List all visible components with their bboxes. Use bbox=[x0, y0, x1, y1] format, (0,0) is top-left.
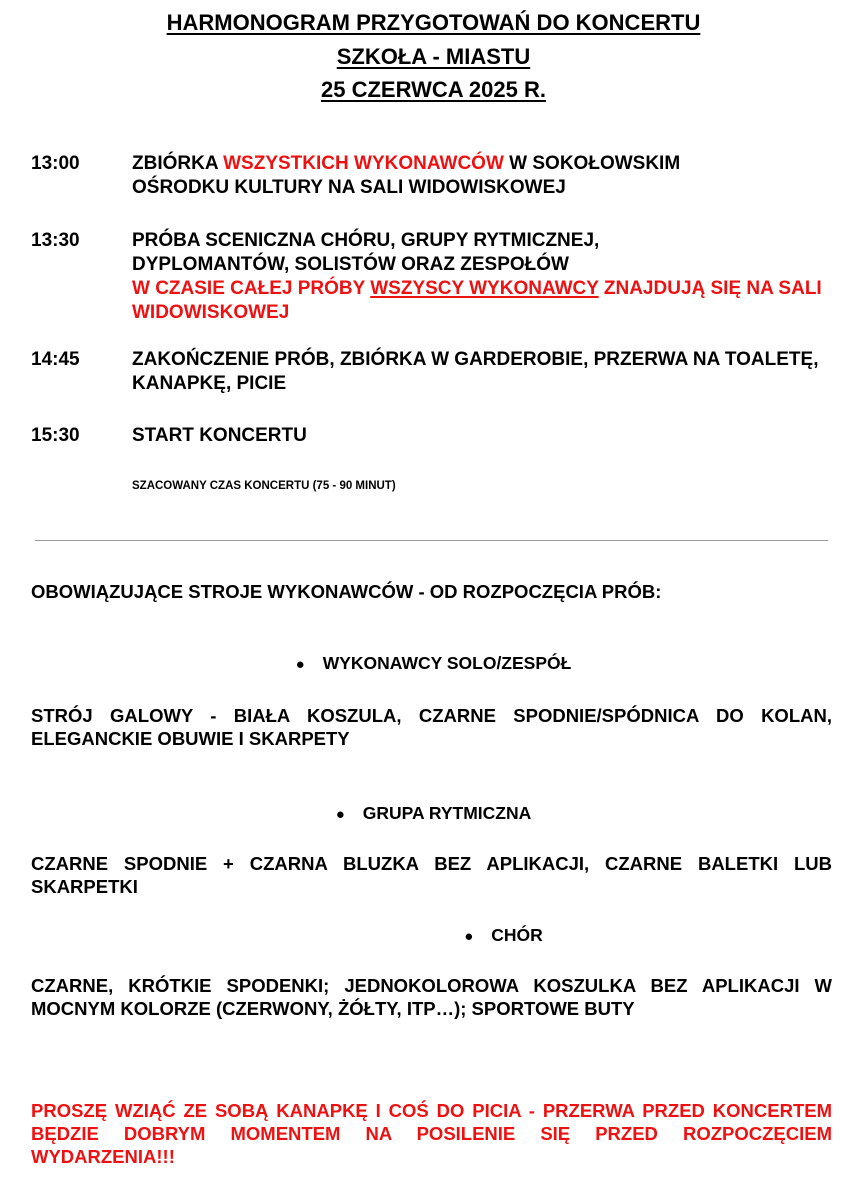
schedule-text-part: ZBIÓRKA bbox=[132, 153, 224, 174]
document-title: HARMONOGRAM PRZYGOTOWAŃ DO KONCERTU bbox=[166, 10, 701, 35]
schedule-item-text bbox=[132, 152, 772, 200]
schedule-warning-part: ZNAJDUJĄ SIĘ NA SALI WIDOWISKOWEJ bbox=[132, 278, 822, 323]
document-subtitle: SZKOŁA - MIASTU bbox=[336, 44, 531, 69]
concert-duration-note: SZACOWANY CZAS KONCERTU (75 - 90 MINUT) bbox=[132, 480, 396, 492]
schedule-warning-underlined: WSZYSCY WYKONAWCY bbox=[370, 278, 599, 299]
schedule-time: 13:30 bbox=[31, 230, 80, 251]
final-reminder: PROSZĘ WZIĄĆ ZE SOBĄ KANAPKĘ I COŚ DO PICIA - PRZERWA PRZED KONCERTEM BĘDZIE DOBRYM MOMENTEM NA POSILENIE SIĘ PRZED ROZPOCZĘCIEM WYDARZENIA!!! bbox=[31, 1100, 832, 1167]
dress-code-heading: OBOWIĄZUJĄCE STROJE WYKONAWCÓW - OD ROZPOCZĘCIA PRÓB: bbox=[31, 581, 662, 602]
group-heading bbox=[0, 651, 867, 677]
group-name: WYKONAWCY SOLO/ZESPÓŁ bbox=[322, 653, 572, 673]
section-divider bbox=[35, 540, 828, 541]
group-name: CHÓR bbox=[491, 925, 543, 945]
group-heading bbox=[0, 801, 867, 827]
group-dress-description: STRÓJ GALOWY - BIAŁA KOSZULA, CZARNE SPODNIE/SPÓDNICA DO KOLAN, ELEGANCKIE OBUWIE I SKARPETY bbox=[31, 705, 832, 749]
group-dress-description: CZARNE SPODNIE + CZARNA BLUZKA BEZ APLIKACJI, CZARNE BALETKI LUB SKARPETKI bbox=[31, 853, 832, 897]
schedule-warning-part: W CZASIE CAŁEJ PRÓBY bbox=[132, 278, 371, 299]
schedule-time: 13:00 bbox=[31, 153, 80, 174]
schedule-item-text: START KONCERTU bbox=[132, 425, 307, 446]
group-heading bbox=[70, 923, 867, 949]
schedule-item-text: ZAKOŃCZENIE PRÓB, ZBIÓRKA W GARDEROBIE, PRZERWA NA TOALETĘ, KANAPKĘ, PICIE bbox=[132, 349, 819, 394]
bullet-icon: ● bbox=[335, 806, 345, 823]
group-dress-description: CZARNE, KRÓTKIE SPODENKI; JEDNOKOLOROWA KOSZULKA BEZ APLIKACJI W MOCNYM KOLORZE (CZERWONY, ŻÓŁTY, ITP…); SPORTOWE BUTY bbox=[31, 975, 832, 1019]
document-date: 25 CZERWCA 2025 R. bbox=[321, 77, 546, 102]
group-name: GRUPA RYTMICZNA bbox=[362, 803, 532, 823]
schedule-text-part: W SOKOŁOWSKIM OŚRODKU KULTURY NA SALI WIDOWISKOWEJ bbox=[132, 153, 681, 198]
schedule-warning bbox=[132, 277, 827, 325]
schedule-item-text: PRÓBA SCENICZNA CHÓRU, GRUPY RYTMICZNEJ, DYPLOMANTÓW, SOLISTÓW ORAZ ZESPOŁÓW bbox=[132, 230, 600, 275]
bullet-icon: ● bbox=[464, 928, 474, 945]
bullet-icon: ● bbox=[295, 656, 305, 673]
schedule-time: 14:45 bbox=[31, 349, 80, 370]
schedule-time: 15:30 bbox=[31, 425, 80, 446]
schedule-text-highlight: WSZYSTKICH WYKONAWCÓW bbox=[223, 153, 504, 174]
